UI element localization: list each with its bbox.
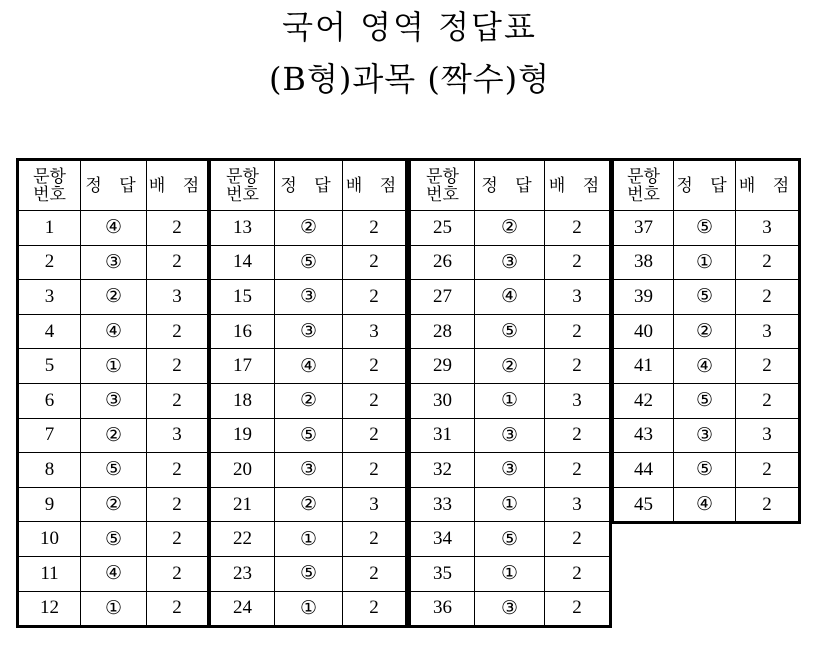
answer-table-block-2	[208, 158, 408, 628]
table-row	[410, 453, 611, 488]
table-row	[410, 245, 611, 280]
question-number-cell: 6	[18, 383, 81, 418]
answer-cell: ①	[81, 591, 147, 627]
table-header-row	[410, 160, 611, 211]
answer-cell: ⑤	[674, 280, 736, 315]
answer-cell: ⑤	[475, 314, 545, 349]
question-number-cell: 5	[18, 349, 81, 384]
table-row	[613, 453, 800, 488]
answer-cell: ④	[81, 556, 147, 591]
question-number-cell: 17	[210, 349, 275, 384]
table-row	[18, 314, 209, 349]
points-cell: 2	[147, 383, 209, 418]
points-cell: 2	[343, 211, 407, 246]
table-row	[210, 418, 407, 453]
answer-cell: ②	[674, 314, 736, 349]
question-number-cell: 40	[613, 314, 674, 349]
table-row	[613, 383, 800, 418]
question-number-cell: 45	[613, 487, 674, 523]
header-points: 배 점	[343, 160, 407, 211]
answer-cell: ①	[475, 487, 545, 522]
table-row	[210, 522, 407, 557]
question-number-cell: 9	[18, 487, 81, 522]
question-number-cell: 21	[210, 487, 275, 522]
points-cell: 2	[147, 211, 209, 246]
answer-cell: ③	[475, 245, 545, 280]
points-cell: 2	[343, 280, 407, 315]
question-number-cell: 15	[210, 280, 275, 315]
table-row	[210, 280, 407, 315]
question-number-cell: 33	[410, 487, 475, 522]
points-cell: 2	[343, 245, 407, 280]
table-row	[18, 280, 209, 315]
answer-cell: ⑤	[674, 211, 736, 246]
points-cell: 2	[147, 556, 209, 591]
header-points: 배 점	[545, 160, 611, 211]
answer-cell: ②	[475, 349, 545, 384]
answer-cell: ②	[275, 383, 343, 418]
header-points: 배 점	[736, 160, 800, 211]
points-cell: 3	[545, 280, 611, 315]
answer-cell: ③	[275, 314, 343, 349]
points-cell: 2	[147, 314, 209, 349]
points-cell: 3	[147, 280, 209, 315]
question-number-cell: 44	[613, 453, 674, 488]
points-cell: 2	[736, 349, 800, 384]
answer-cell: ⑤	[674, 453, 736, 488]
points-cell: 2	[545, 418, 611, 453]
table-row	[210, 245, 407, 280]
question-number-cell: 4	[18, 314, 81, 349]
answer-cell: ①	[275, 522, 343, 557]
answer-cell: ②	[81, 280, 147, 315]
points-cell: 2	[147, 522, 209, 557]
question-number-cell: 38	[613, 245, 674, 280]
page-subtitle: (B형)과목 (짝수)형	[268, 60, 551, 98]
answer-cell: ③	[674, 418, 736, 453]
table-row	[210, 556, 407, 591]
answer-table-block-4	[611, 158, 801, 524]
answer-table-block-1	[16, 158, 210, 628]
page-title: 국어 영역 정답표	[282, 8, 537, 46]
answer-cell: ②	[81, 418, 147, 453]
question-number-cell: 26	[410, 245, 475, 280]
question-number-cell: 13	[210, 211, 275, 246]
table-row	[410, 383, 611, 418]
question-number-cell: 23	[210, 556, 275, 591]
points-cell: 2	[545, 453, 611, 488]
table-row	[410, 522, 611, 557]
answer-cell: ⑤	[674, 383, 736, 418]
points-cell: 2	[545, 349, 611, 384]
answer-cell: ④	[81, 211, 147, 246]
answer-cell: ⑤	[475, 522, 545, 557]
question-number-cell: 20	[210, 453, 275, 488]
table-row	[210, 591, 407, 627]
answer-cell: ③	[275, 280, 343, 315]
answer-cell: ③	[81, 383, 147, 418]
table-row	[18, 349, 209, 384]
table-row	[18, 487, 209, 522]
question-number-cell: 10	[18, 522, 81, 557]
answer-cell: ①	[674, 245, 736, 280]
points-cell: 2	[147, 245, 209, 280]
points-cell: 2	[147, 349, 209, 384]
question-number-cell: 19	[210, 418, 275, 453]
header-answer: 정 답	[475, 160, 545, 211]
answer-cell: ④	[674, 487, 736, 523]
answer-cell: ⑤	[275, 245, 343, 280]
table-row	[18, 591, 209, 627]
table-row	[410, 314, 611, 349]
table-row	[613, 487, 800, 523]
table-row	[18, 453, 209, 488]
answer-cell: ④	[81, 314, 147, 349]
table-row	[410, 349, 611, 384]
points-cell: 2	[545, 211, 611, 246]
question-number-cell: 32	[410, 453, 475, 488]
table-row	[18, 522, 209, 557]
points-cell: 2	[343, 556, 407, 591]
table-row	[410, 280, 611, 315]
question-number-cell: 36	[410, 591, 475, 627]
table-row	[18, 245, 209, 280]
header-question-number: 문항 번호	[210, 160, 275, 211]
header-points: 배 점	[147, 160, 209, 211]
points-cell: 3	[736, 211, 800, 246]
answer-cell: ⑤	[275, 556, 343, 591]
question-number-cell: 42	[613, 383, 674, 418]
question-number-cell: 43	[613, 418, 674, 453]
table-row	[613, 245, 800, 280]
question-number-cell: 2	[18, 245, 81, 280]
answer-cell: ③	[475, 418, 545, 453]
answer-cell: ①	[475, 556, 545, 591]
question-number-cell: 22	[210, 522, 275, 557]
question-number-cell: 39	[613, 280, 674, 315]
points-cell: 2	[343, 591, 407, 627]
question-number-cell: 12	[18, 591, 81, 627]
table-row	[410, 211, 611, 246]
points-cell: 2	[147, 591, 209, 627]
answer-cell: ①	[475, 383, 545, 418]
header-question-number: 문항 번호	[410, 160, 475, 211]
points-cell: 2	[736, 280, 800, 315]
table-row	[18, 383, 209, 418]
question-number-cell: 24	[210, 591, 275, 627]
points-cell: 3	[147, 418, 209, 453]
answer-cell: ②	[275, 487, 343, 522]
points-cell: 2	[343, 522, 407, 557]
points-cell: 2	[545, 556, 611, 591]
question-number-cell: 8	[18, 453, 81, 488]
table-header-row	[18, 160, 209, 211]
points-cell: 2	[736, 245, 800, 280]
question-number-cell: 31	[410, 418, 475, 453]
points-cell: 2	[343, 349, 407, 384]
points-cell: 2	[736, 383, 800, 418]
points-cell: 2	[545, 314, 611, 349]
answer-cell: ④	[475, 280, 545, 315]
question-number-cell: 7	[18, 418, 81, 453]
points-cell: 2	[343, 383, 407, 418]
points-cell: 2	[343, 418, 407, 453]
points-cell: 3	[545, 383, 611, 418]
table-row	[613, 314, 800, 349]
points-cell: 3	[736, 418, 800, 453]
question-number-cell: 16	[210, 314, 275, 349]
points-cell: 2	[545, 245, 611, 280]
answer-cell: ②	[275, 211, 343, 246]
table-row	[613, 418, 800, 453]
points-cell: 2	[736, 453, 800, 488]
question-number-cell: 35	[410, 556, 475, 591]
question-number-cell: 41	[613, 349, 674, 384]
answer-cell: ①	[81, 349, 147, 384]
table-row	[210, 349, 407, 384]
question-number-cell: 18	[210, 383, 275, 418]
points-cell: 2	[147, 487, 209, 522]
points-cell: 2	[736, 487, 800, 523]
table-row	[18, 418, 209, 453]
header-question-number: 문항 번호	[613, 160, 674, 211]
table-row	[410, 487, 611, 522]
table-row	[613, 349, 800, 384]
points-cell: 2	[147, 453, 209, 488]
answer-cell: ④	[674, 349, 736, 384]
question-number-cell: 34	[410, 522, 475, 557]
table-header-row	[613, 160, 800, 211]
question-number-cell: 25	[410, 211, 475, 246]
table-row	[613, 280, 800, 315]
question-number-cell: 30	[410, 383, 475, 418]
answer-cell: ③	[475, 453, 545, 488]
question-number-cell: 27	[410, 280, 475, 315]
table-row	[410, 418, 611, 453]
answer-cell: ④	[275, 349, 343, 384]
question-number-cell: 3	[18, 280, 81, 315]
table-row	[18, 556, 209, 591]
answer-cell: ⑤	[81, 522, 147, 557]
points-cell: 3	[343, 487, 407, 522]
header-answer: 정 답	[275, 160, 343, 211]
table-row	[210, 314, 407, 349]
answer-cell: ②	[81, 487, 147, 522]
answer-cell: ③	[475, 591, 545, 627]
question-number-cell: 37	[613, 211, 674, 246]
points-cell: 2	[545, 591, 611, 627]
table-row	[210, 383, 407, 418]
question-number-cell: 14	[210, 245, 275, 280]
points-cell: 3	[343, 314, 407, 349]
points-cell: 2	[545, 522, 611, 557]
answer-cell: ⑤	[81, 453, 147, 488]
answer-cell: ③	[81, 245, 147, 280]
table-row	[613, 211, 800, 246]
points-cell: 3	[545, 487, 611, 522]
answer-cell: ①	[275, 591, 343, 627]
question-number-cell: 29	[410, 349, 475, 384]
table-row	[210, 211, 407, 246]
table-row	[18, 211, 209, 246]
table-header-row	[210, 160, 407, 211]
answer-cell: ③	[275, 453, 343, 488]
table-row	[210, 487, 407, 522]
answer-table-block-3	[408, 158, 612, 628]
question-number-cell: 1	[18, 211, 81, 246]
question-number-cell: 11	[18, 556, 81, 591]
header-question-number: 문항 번호	[18, 160, 81, 211]
question-number-cell: 28	[410, 314, 475, 349]
answer-cell: ⑤	[275, 418, 343, 453]
answer-cell: ②	[475, 211, 545, 246]
table-row	[410, 556, 611, 591]
table-row	[210, 453, 407, 488]
table-row	[410, 591, 611, 627]
points-cell: 2	[343, 453, 407, 488]
points-cell: 3	[736, 314, 800, 349]
header-answer: 정 답	[81, 160, 147, 211]
header-answer: 정 답	[674, 160, 736, 211]
